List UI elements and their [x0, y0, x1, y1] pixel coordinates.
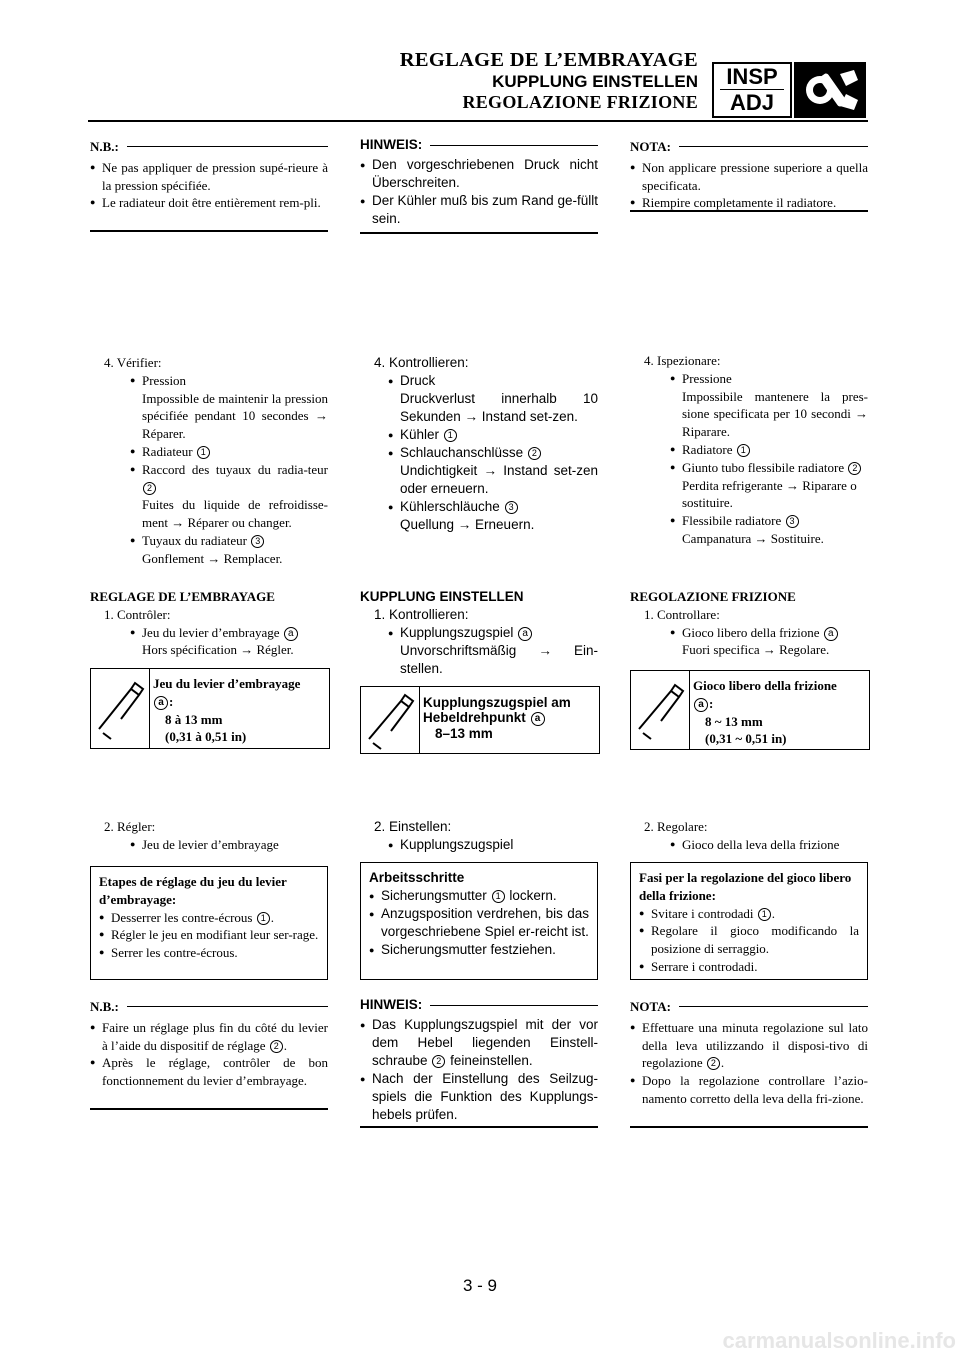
procedure-box-de: [360, 862, 598, 980]
list-item: ● Schlauchanschlüsse 2: [388, 444, 598, 462]
list-item-text: Fuites du liquide de refroidisse-ment → Réparer ou changer.: [142, 497, 328, 531]
note-de-2: [360, 996, 598, 1124]
watermark: carmanualsonline.info: [722, 1328, 956, 1353]
spec-box-de: Kupplungszugspiel am Hebeldrehpunkt a 8–13 mm: [360, 686, 600, 754]
note-title: NOTA:: [630, 139, 671, 154]
note-bullet: ● Den vorgeschriebenen Druck nicht Überschreiten.: [360, 156, 598, 192]
list-item: ● Radiatore 1: [670, 441, 868, 459]
spec-box-fr: Jeu du levier d’embrayage a : 8 à 13 mm (0,31 à 0,51 in): [90, 668, 330, 749]
header-title-it: REGOLAZIONE FRIZIONE: [462, 92, 698, 112]
step-label: 2. Régler:: [104, 819, 156, 834]
spec-label: Jeu du levier d’embrayage: [153, 676, 301, 691]
list-item: ● Radiateur 1: [130, 443, 328, 461]
note-end-rule: [360, 232, 598, 234]
spec-value: 8 à 13 mm: [165, 711, 223, 727]
step-label: 4. Kontrollieren:: [374, 355, 469, 370]
header-rule: [88, 120, 868, 122]
insp-adj-badge: [712, 62, 792, 118]
note-title: N.B.:: [90, 139, 119, 154]
list-item: ● Gioco libero della frizione a: [670, 624, 868, 642]
note-title: N.B.:: [90, 999, 119, 1014]
list-item-text: Impossibile mantenere la pres-sione specificata per 10 secondi → Riparare.: [682, 388, 868, 440]
step4-it: [630, 352, 868, 548]
list-item-text: Campanatura → Sostituire.: [682, 530, 824, 546]
list-item: ● Kupplungszugspiel: [388, 836, 598, 854]
step-label: 2. Regolare:: [644, 819, 708, 834]
header-title-fr: REGLAGE DE L’EMBRAYAGE: [399, 49, 698, 71]
list-item: ● Giunto tubo flessibile radiatore 2: [670, 459, 868, 477]
caliper-icon: [631, 671, 690, 749]
list-item: ● Svitare i controdadi 1 .: [639, 905, 859, 923]
note-end-rule: [90, 1108, 328, 1110]
spec-value: (0,31 ~ 0,51 in): [705, 731, 787, 747]
list-item: ● Kupplungszugspiel a: [388, 624, 598, 642]
spec-value: 8–13 mm: [435, 726, 493, 741]
list-item: ● Druck: [388, 372, 598, 390]
list-item-text: Quellung → Erneuern.: [400, 517, 535, 532]
procedure-box-it: [630, 862, 868, 980]
list-item: ● Serrer les contre-écrous.: [99, 944, 319, 962]
list-item-text: Impossible de maintenir la pression spécifiée pendant 10 secondes → Réparer.: [142, 390, 328, 442]
list-item: ● Sicherungsmutter 1 lockern.: [369, 887, 589, 905]
note-bullet: ● Nach der Einstellung des Seilzug-spiels die Funktion des Kupplungs-hebels prüfen.: [360, 1070, 598, 1124]
box-title: Fasi per la regolazione del gioco libero della frizione:: [639, 870, 852, 903]
list-item: ● Kühlerschläuche 3: [388, 498, 598, 516]
note-end-rule: [630, 210, 868, 212]
sec-de: [360, 588, 598, 678]
list-item: ● Sicherungsmutter festziehen.: [369, 941, 589, 959]
spec-value: 8 ~ 13 mm: [705, 713, 763, 729]
note-end-rule: [630, 1126, 868, 1128]
step2-it: [630, 818, 868, 854]
header-title-de: KUPPLUNG EINSTELLEN: [492, 72, 698, 91]
list-item: ● Pressione: [670, 370, 868, 388]
page-number: 3 - 9: [462, 1276, 498, 1295]
spec-label: Kupplungszugspiel am Hebeldrehpunkt: [423, 695, 571, 725]
section-header: [380, 50, 698, 113]
list-item: ● Régler le jeu en modifiant leur ser-rage.: [99, 926, 319, 944]
list-item-text: Druckverlust innerhalb 10 Sekunden → Instand set-zen.: [400, 391, 598, 424]
note-bullet: ● Riempire completamente il radiatore.: [630, 194, 868, 212]
procedure-box-fr: [90, 866, 328, 980]
note-de-1: [360, 136, 598, 228]
list-item: ● Serrare i controdadi.: [639, 958, 859, 976]
caliper-icon: [91, 669, 150, 748]
box-title: Etapes de réglage du jeu du levier d’embrayage:: [99, 874, 287, 907]
badge-top-label: INSP: [720, 64, 784, 90]
note-bullet: ● Non applicare pressione superiore a quella specificata.: [630, 159, 868, 195]
list-item-text: Perdita refrigerante → Riparare o sostituire.: [682, 477, 857, 511]
note-end-rule: [90, 230, 328, 232]
step-label: 4. Ispezionare:: [644, 353, 721, 368]
list-item: ● Raccord des tuyaux du radia-teur 2: [130, 461, 328, 497]
step-label: 2. Einstellen:: [374, 819, 452, 834]
step4-fr: [90, 354, 328, 568]
list-item-text: Unvorschriftsmäßig → Ein-stellen.: [400, 643, 598, 676]
section-title: REGLAGE DE L’EMBRAYAGE: [90, 589, 275, 604]
list-item-text: Hors spécification → Régler.: [142, 642, 294, 658]
note-bullet: ● Faire un réglage plus fin du côté du levier à l’aide du dispositif de réglage 2 .: [90, 1019, 328, 1055]
section-title: REGOLAZIONE FRIZIONE: [630, 589, 796, 604]
step4-de: [360, 354, 598, 534]
list-item-text: Gonflement → Remplacer.: [142, 550, 283, 566]
list-item: ● Jeu de levier d’embrayage: [130, 836, 328, 854]
list-item: ● Pression: [130, 372, 328, 390]
list-item: ● Tuyaux du radiateur 3: [130, 532, 328, 550]
note-title: NOTA:: [630, 999, 671, 1014]
spec-box-it: Gioco libero della frizione a : 8 ~ 13 mm (0,31 ~ 0,51 in): [630, 670, 870, 750]
list-item: ● Anzugsposition verdrehen, bis das vorgeschriebene Spiel er-reicht ist.: [369, 905, 589, 941]
note-bullet: ● Dopo la regolazione controllare l’azio-namento corretto della leva della fri-zione.: [630, 1072, 868, 1108]
note-it-2: [630, 998, 868, 1108]
caliper-icon: [361, 687, 420, 753]
note-title: HINWEIS:: [360, 997, 423, 1012]
step2-de: [360, 818, 598, 854]
step2-fr: [90, 818, 328, 854]
step-label: 4. Vérifier:: [104, 355, 162, 370]
note-bullet: ● Le radiateur doit être entièrement rem-pli.: [90, 194, 328, 212]
note-bullet: ● Das Kupplungszugspiel mit der vor dem Hebel liegenden Einstell-schraube 2 feineinstellen.: [360, 1016, 598, 1070]
list-item: ● Gioco della leva della frizione: [670, 836, 868, 854]
section-title: KUPPLUNG EINSTELLEN: [360, 589, 524, 604]
note-fr-1: [90, 138, 328, 212]
list-item-text: Undichtigkeit → Instand set-zen oder erneuern.: [400, 463, 598, 496]
step-label: 1. Kontrollieren:: [374, 607, 469, 622]
list-item: ● Regolare il gioco modificando la posizione di serraggio.: [639, 922, 859, 958]
wrench-icon: [794, 62, 866, 118]
note-title: HINWEIS:: [360, 137, 423, 152]
box-title: Arbeitsschritte: [369, 870, 465, 885]
list-item: ● Desserrer les contre-écrous 1 .: [99, 909, 319, 927]
note-end-rule: [360, 1126, 598, 1128]
note-it-1: [630, 138, 868, 212]
list-item: ● Jeu du levier d’embrayage a: [130, 624, 328, 642]
badge-bottom-label: ADJ: [729, 90, 774, 115]
note-bullet: ● Ne pas appliquer de pression supé-rieure à la pression spécifiée.: [90, 159, 328, 195]
note-bullet: ● Après le réglage, contrôler de bon fonctionnement du levier d’embrayage.: [90, 1054, 328, 1090]
note-bullet: ● Effettuare una minuta regolazione sul lato della leva utilizzando il disposi-tivo di regolazione 2 .: [630, 1019, 868, 1072]
spec-value: (0,31 à 0,51 in): [165, 729, 247, 745]
step-label: 1. Contrôler:: [104, 606, 171, 622]
note-fr-2: [90, 998, 328, 1090]
list-item: ● Flessibile radiatore 3: [670, 512, 868, 530]
note-bullet: ● Der Kühler muß bis zum Rand ge-füllt sein.: [360, 192, 598, 228]
spec-label: Gioco libero della frizione: [693, 678, 837, 693]
list-item: ● Kühler 1: [388, 426, 598, 444]
sec-it: [630, 588, 868, 659]
sec-fr: [90, 588, 328, 659]
step-label: 1. Controllare:: [644, 606, 720, 622]
list-item-text: Fuori specifica → Regolare.: [682, 642, 830, 658]
